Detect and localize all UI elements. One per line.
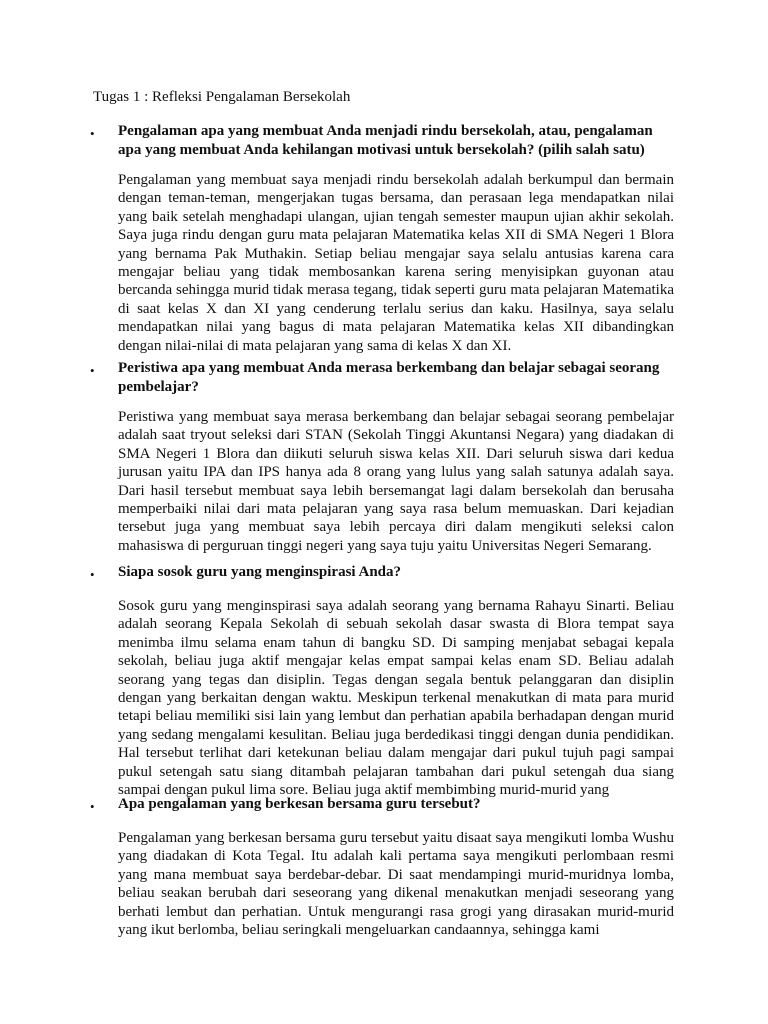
document-title: Tugas 1 : Refleksi Pengalaman Bersekolah [93, 89, 351, 105]
bullet-icon: • [90, 363, 95, 378]
bullet-icon: • [90, 799, 95, 814]
bullet-icon: • [90, 567, 95, 582]
answer-4: Pengalaman yang berkesan bersama guru tersebut yaitu disaat saya mengikuti lomba Wushu yang diadakan di Kota Tegal. Itu adalah kali pertama saya mengikuti perlombaan resmi yang mana membuat saya berdebar-debar. Di saat mendampingi murid-muridnya lomba, beliau seakan berubah dari seseorang yang dikenal menakutkan menjadi seseorang yang berhati lembut dan perhatian. Untuk mengurangi rasa grogi yang dirasakan murid-murid yang ikut berlomba, beliau seringkali mengeluarkan candaannya, sehingga kami [118, 830, 674, 939]
answer-1: Pengalaman yang membuat saya menjadi rindu bersekolah adalah berkumpul dan bermain dengan teman-teman, mengerjakan tugas bersama, dan perasaan lega mendapatkan nilai yang baik setelah menghadapi ulangan, ujian tengah semester maupun ujian akhir sekolah. Saya juga rindu dengan guru mata pelajaran Matematika kelas XII di SMA Negeri 1 Blora yang bernama Pak Muthakin. Setiap beliau mengajar saya selalu antusias karena cara mengajar beliau yang tidak membosankan karena sering menyisipkan guyonan atau bercanda sehingga murid tidak merasa tegang, tidak seperti guru mata pelajaran Matematika di saat kelas X dan XI yang cenderung terlalu serius dan kaku. Hasilnya, saya selalu mendapatkan nilai yang bagus di mata pelajaran Matematika kelas XII dibandingkan dengan nilai-nilai di mata pelajaran yang sama di kelas X dan XI. [118, 172, 674, 354]
answer-3: Sosok guru yang menginspirasi saya adalah seorang yang bernama Rahayu Sinarti. Beliau adalah seorang Kepala Sekolah di sebuah sekolah dasar swasta di Blora tempat saya menimba ilmu selama enam tahun di bangku SD. Di samping menjabat sebagai kepala sekolah, beliau juga aktif mengajar kelas empat sampai kelas enam SD. Beliau adalah seorang yang tegas dan disiplin. Tegas dengan segala bentuk pelanggaran dan disiplin dengan yang berkaitan dengan waktu. Meskipun terkenal menakutkan di mata para murid tetapi beliau memiliki sisi lain yang lembut dan perhatian apabila berhadapan dengan murid yang sedang mengalami kesulitan. Beliau juga berdedikasi tinggi dengan dunia pendidikan. Hal tersebut terlihat dari ketekunan beliau dalam mengajar dari pukul tujuh pagi sampai pukul setengah satu siang ditambah pelajaran tambahan dari pukul setengah dua siang sampai dengan pukul lima sore. Beliau juga aktif membimbing murid-murid yang [118, 598, 674, 799]
question-1: Pengalaman apa yang membuat Anda menjadi rindu bersekolah, atau, pengalaman apa yang membuat Anda kehilangan motivasi untuk bersekolah? (pilih salah satu) [118, 123, 653, 158]
question-3: Siapa sosok guru yang menginspirasi Anda? [118, 564, 402, 580]
answer-2: Peristiwa yang membuat saya merasa berkembang dan belajar sebagai seorang pembelajar adalah saat tryout seleksi dari STAN (Sekolah Tinggi Akuntansi Negara) yang diadakan di SMA Negeri 1 Blora dan diikuti seluruh siswa kelas XII. Dari seluruh siswa dari kedua jurusan yaitu IPA dan IPS hanya ada 8 orang yang lulus yang salah satunya adalah saya. Dari hasil tersebut membuat saya lebih bersemangat lagi dalam bersekolah dan berusaha memperbaiki nilai dari mata pelajaran yang saya rasa belum memuaskan. Dari kejadian tersebut juga yang membuat saya lebih percaya diri dalam mengikuti seleksi calon mahasiswa di perguruan tinggi negeri yang saya tuju yaitu Universitas Negeri Semarang. [118, 409, 674, 554]
question-2: Peristiwa apa yang membuat Anda merasa berkembang dan belajar sebagai seorang pembelajar? [118, 360, 660, 395]
question-4: Apa pengalaman yang berkesan bersama guru tersebut? [118, 796, 481, 812]
bullet-icon: • [90, 126, 95, 141]
